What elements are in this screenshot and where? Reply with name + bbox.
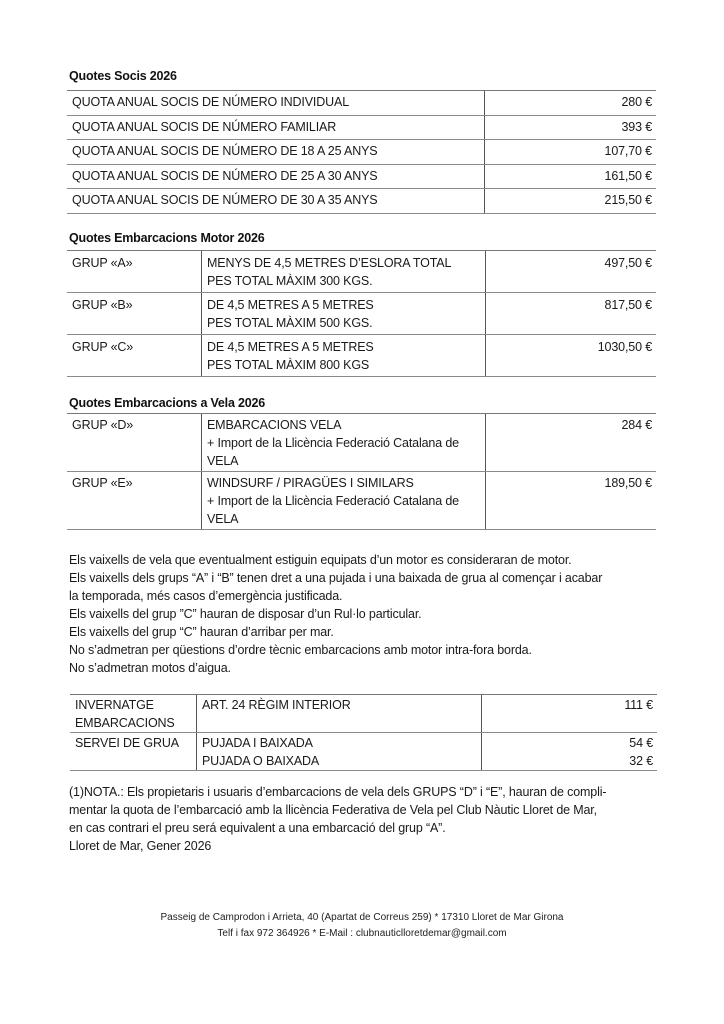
- rules-notes: [69, 551, 669, 677]
- socis-section-title: Quotes Socis 2026: [69, 69, 177, 83]
- group-description: [202, 251, 486, 293]
- service-price: [482, 695, 658, 733]
- service-price: [482, 733, 658, 771]
- footer-contact: Telf i fax 972 364926 * E-Mail : clubnauticlloretdemar@gmail.com: [217, 928, 507, 939]
- description-line: + Import de la Llicència Federació Catalana de: [207, 494, 459, 508]
- extra-services-table: [70, 694, 657, 771]
- table-row: [67, 91, 656, 116]
- service-label-line: INVERNATGE: [75, 698, 154, 712]
- fee-price: 107,70 €: [485, 140, 657, 165]
- group-price: 284 €: [486, 414, 657, 472]
- note-line: Els vaixells del grup ”C” hauran de disposar d’un Rul·lo particular.: [69, 607, 422, 621]
- footnote-paragraph: [69, 783, 669, 855]
- fee-price: 161,50 €: [485, 164, 657, 189]
- footnote-line: mentar la quota de l’embarcació amb la llicència Federativa de Vela pel Club Nàutic Lloret de Mar,: [69, 803, 597, 817]
- service-price-line: 32 €: [629, 754, 653, 768]
- group-label: GRUP «A»: [67, 251, 202, 293]
- table-row: [67, 251, 656, 293]
- footer-address: Passeig de Camprodon i Arrieta, 40 (Apartat de Correus 259) * 17310 Lloret de Mar Girona: [160, 912, 564, 923]
- description-line: DE 4,5 METRES A 5 METRES: [207, 340, 374, 354]
- table-row: [67, 293, 656, 335]
- group-description: [202, 293, 486, 335]
- table-row: [67, 115, 656, 140]
- fee-label: QUOTA ANUAL SOCIS DE NÚMERO FAMILIAR: [67, 115, 485, 140]
- vela-fees-table: [67, 413, 656, 530]
- note-line: la temporada, més casos d’emergència justificada.: [69, 589, 343, 603]
- table-row: [67, 414, 656, 472]
- table-row: [70, 695, 657, 733]
- group-description: [202, 472, 486, 530]
- service-description-line: PUJADA I BAIXADA: [202, 736, 313, 750]
- description-line: PES TOTAL MÀXIM 300 KGS.: [207, 274, 373, 288]
- note-line: Els vaixells dels grups “A” i “B” tenen dret a una pujada i una baixada de grua al començar i acabar: [69, 571, 603, 585]
- description-line: EMBARCACIONS VELA: [207, 418, 342, 432]
- note-line: Els vaixells del grup “C” hauran d’arribar per mar.: [69, 625, 334, 639]
- group-label: GRUP «B»: [67, 293, 202, 335]
- table-row: [67, 164, 656, 189]
- table-row: [70, 733, 657, 771]
- service-description: [197, 695, 482, 733]
- description-line: DE 4,5 METRES A 5 METRES: [207, 298, 374, 312]
- footnote-line: (1)NOTA.: Els propietaris i usuaris d’embarcacions de vela dels GRUPS “D” i “E”, hauran de compli-: [69, 785, 607, 799]
- service-description: [197, 733, 482, 771]
- table-row: [67, 472, 656, 530]
- fee-label: QUOTA ANUAL SOCIS DE NÚMERO DE 25 A 30 ANYS: [67, 164, 485, 189]
- note-line: No s’admetran per qüestions d’ordre tècnic embarcacions amb motor intra-fora borda.: [69, 643, 532, 657]
- note-line: Els vaixells de vela que eventualment estiguin equipats d’un motor es consideraran de motor.: [69, 553, 572, 567]
- service-price-line: 111 €: [624, 698, 653, 712]
- description-line: MENYS DE 4,5 METRES D’ESLORA TOTAL: [207, 256, 452, 270]
- motor-section-title: Quotes Embarcacions Motor 2026: [69, 231, 265, 245]
- service-description-line: ART. 24 RÈGIM INTERIOR: [202, 698, 351, 712]
- table-row: [67, 140, 656, 165]
- description-line: VELA: [207, 512, 239, 526]
- service-label-line: SERVEI DE GRUA: [75, 736, 179, 750]
- group-label: GRUP «C»: [67, 335, 202, 377]
- description-line: PES TOTAL MÀXIM 500 KGS.: [207, 316, 373, 330]
- group-description: [202, 414, 486, 472]
- description-line: WINDSURF / PIRAGÜES I SIMILARS: [207, 476, 414, 490]
- description-line: PES TOTAL MÀXIM 800 KGS: [207, 358, 370, 372]
- note-line: No s’admetran motos d’aigua.: [69, 661, 231, 675]
- date-line: Lloret de Mar, Gener 2026: [69, 839, 212, 853]
- group-price: 817,50 €: [486, 293, 657, 335]
- fee-label: QUOTA ANUAL SOCIS DE NÚMERO DE 18 A 25 ANYS: [67, 140, 485, 165]
- socis-fees-table: [67, 90, 656, 214]
- fee-price: 280 €: [485, 91, 657, 116]
- service-label: [70, 733, 197, 771]
- fee-label: QUOTA ANUAL SOCIS DE NÚMERO DE 30 A 35 ANYS: [67, 189, 485, 214]
- service-price-line: 54 €: [629, 736, 653, 750]
- group-label: GRUP «D»: [67, 414, 202, 472]
- footnote-line: en cas contrari el preu será equivalent a una embarcació del grup “A”.: [69, 821, 446, 835]
- group-description: [202, 335, 486, 377]
- group-price: 1030,50 €: [486, 335, 657, 377]
- description-line: VELA: [207, 454, 239, 468]
- table-row: [67, 335, 656, 377]
- motor-fees-table: [67, 250, 656, 377]
- page-footer: [0, 910, 724, 942]
- group-price: 189,50 €: [486, 472, 657, 530]
- fee-label: QUOTA ANUAL SOCIS DE NÚMERO INDIVIDUAL: [67, 91, 485, 116]
- fee-price: 215,50 €: [485, 189, 657, 214]
- description-line: + Import de la Llicència Federació Catalana de: [207, 436, 459, 450]
- service-description-line: PUJADA O BAIXADA: [202, 754, 320, 768]
- group-price: 497,50 €: [486, 251, 657, 293]
- service-label: [70, 695, 197, 733]
- table-row: [67, 189, 656, 214]
- group-label: GRUP «E»: [67, 472, 202, 530]
- vela-section-title: Quotes Embarcacions a Vela 2026: [69, 396, 265, 410]
- fee-price: 393 €: [485, 115, 657, 140]
- service-label-line: EMBARCACIONS: [75, 716, 175, 730]
